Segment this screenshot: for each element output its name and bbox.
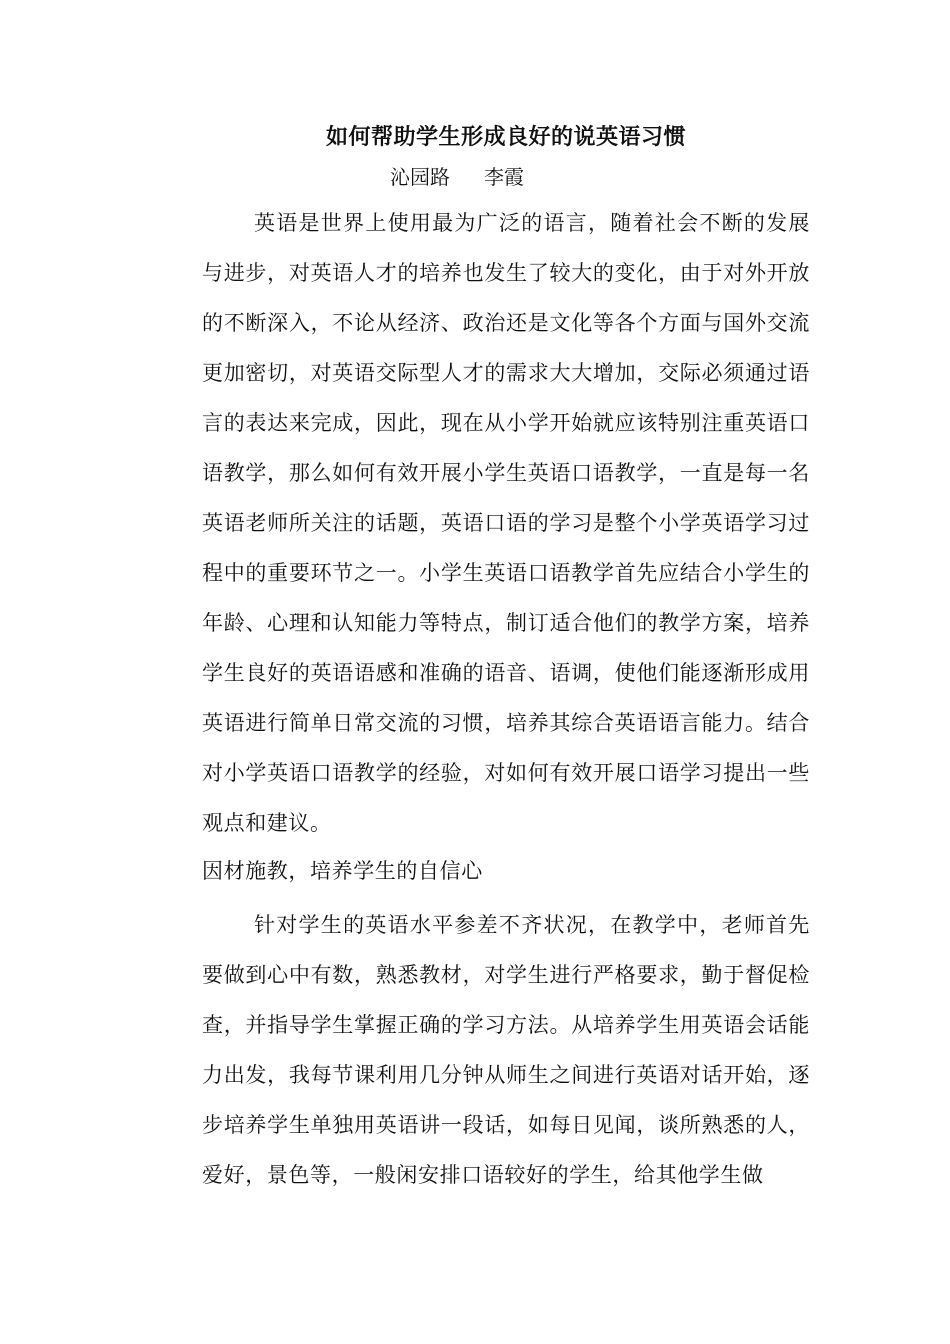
author-name: 李霞 <box>484 165 524 189</box>
section-paragraph: 针对学生的英语水平参差不齐状况，在教学中，老师首先要做到心中有数，熟悉教材，对学生进行严格要求，勤于督促检查，并指导学生掌握正确的学习方法。从培养学生用英语会话能力出发，我每节课利用几分钟从师生之间进行英语对话开始，逐步培养学生单独用英语讲一段话，如每日见闻，谈所熟悉的人，爱好，景色等，一般闲安排口语较好的学生，给其他学生做 <box>202 913 810 1187</box>
author-byline <box>202 158 810 196</box>
document-title: 如何帮助学生形成良好的说英语习惯 <box>325 124 686 150</box>
document-body <box>202 116 810 1200</box>
section-heading: 因材施教，培养学生的自信心 <box>202 859 483 883</box>
author-location: 沁园路 <box>390 165 450 189</box>
intro-paragraph: 英语是世界上使用最为广泛的语言，随着社会不断的发展与进步，对英语人才的培养也发生了较大的变化，由于对外开放的不断深入，不论从经济、政治还是文化等各个方面与国外交流更加密切，对英语交际型人才的需求大大增加，交际必须通过语言的表达来完成，因此，现在从小学开始就应该特别注重英语口语教学，那么如何有效开展小学生英语口语教学，一直是每一名英语老师所关注的话题，英语口语的学习是整个小学英语学习过程中的重要环节之一。小学生英语口语教学首先应结合小学生的年龄、心理和认知能力等特点，制订适合他们的教学方案，培养学生良好的英语语感和准确的语音、语调，使他们能逐渐形成用英语进行简单日常交流的习惯，培养其综合英语语言能力。结合对小学英语口语教学的经验，对如何有效开展口语学习提出一些观点和建议。 <box>202 211 810 835</box>
